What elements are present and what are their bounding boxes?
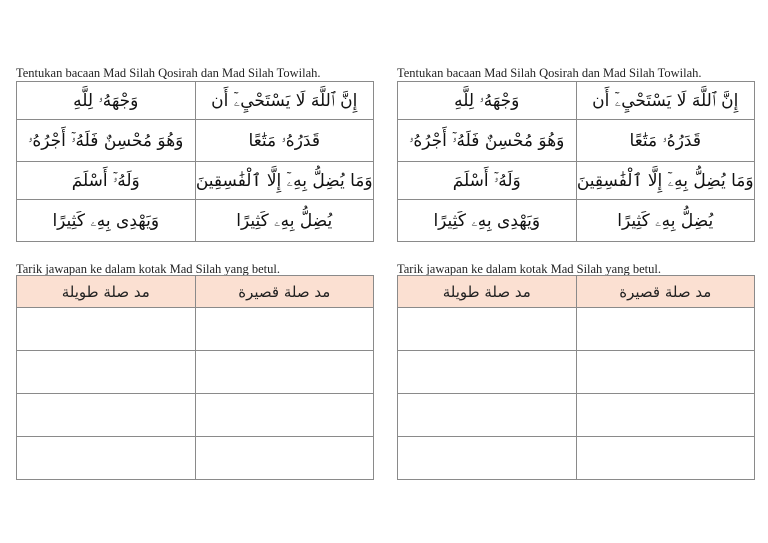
phrases-table <box>16 81 374 242</box>
instruction-drag: Tarik jawapan ke dalam kotak Mad Silah yang betul. <box>16 262 280 276</box>
phrase-cell[interactable]: قَدَرُهُۥ مَتَٰعًا <box>576 120 755 162</box>
phrase-cell[interactable]: وَلَهُۥٓ أَسْلَمَ <box>398 162 577 200</box>
phrases-table <box>397 81 755 242</box>
drop-zone-qosirah[interactable] <box>576 351 755 394</box>
header-mad-silah-towilah: مد صلة طويلة <box>398 276 577 308</box>
drop-zone-towilah[interactable] <box>17 351 196 394</box>
header-mad-silah-towilah: مد صلة طويلة <box>17 276 196 308</box>
drop-zone-qosirah[interactable] <box>195 308 374 351</box>
phrase-cell[interactable]: وَلَهُۥٓ أَسْلَمَ <box>17 162 196 200</box>
phrase-cell[interactable]: وَيَهْدِى بِهِۦ كَثِيرًا <box>17 200 196 242</box>
header-mad-silah-qosirah: مد صلة قصيرة <box>576 276 755 308</box>
phrase-cell[interactable]: وَمَا يُضِلُّ بِهِۦٓ إِلَّا ٱلْفَٰسِقِينَ <box>195 162 374 200</box>
drop-zone-towilah[interactable] <box>17 394 196 437</box>
drop-zone-qosirah[interactable] <box>576 308 755 351</box>
phrase-cell[interactable]: إِنَّ ٱللَّهَ لَا يَسْتَحْيِۦٓ أَن <box>576 82 755 120</box>
instruction-identify: Tentukan bacaan Mad Silah Qosirah dan Mad Silah Towilah. <box>397 66 702 80</box>
phrase-cell[interactable]: وَجْهَهُۥ لِلَّهِ <box>17 82 196 120</box>
phrase-cell[interactable]: إِنَّ ٱللَّهَ لَا يَسْتَحْيِۦٓ أَن <box>195 82 374 120</box>
phrase-cell[interactable]: يُضِلُّ بِهِۦ كَثِيرًا <box>195 200 374 242</box>
phrase-cell[interactable]: وَمَا يُضِلُّ بِهِۦٓ إِلَّا ٱلْفَٰسِقِينَ <box>576 162 755 200</box>
phrase-cell[interactable]: يُضِلُّ بِهِۦ كَثِيرًا <box>576 200 755 242</box>
phrase-cell[interactable]: وَيَهْدِى بِهِۦ كَثِيرًا <box>398 200 577 242</box>
answer-table <box>16 275 374 480</box>
instruction-identify: Tentukan bacaan Mad Silah Qosirah dan Mad Silah Towilah. <box>16 66 321 80</box>
drop-zone-qosirah[interactable] <box>576 394 755 437</box>
drop-zone-qosirah[interactable] <box>195 351 374 394</box>
phrase-cell[interactable]: وَهُوَ مُحْسِنٌ فَلَهُۥٓ أَجْرُهُۥ <box>17 120 196 162</box>
phrase-cell[interactable]: وَجْهَهُۥ لِلَّهِ <box>398 82 577 120</box>
drop-zone-towilah[interactable] <box>17 308 196 351</box>
drop-zone-towilah[interactable] <box>398 351 577 394</box>
drop-zone-towilah[interactable] <box>398 394 577 437</box>
phrase-cell[interactable]: وَهُوَ مُحْسِنٌ فَلَهُۥٓ أَجْرُهُۥ <box>398 120 577 162</box>
header-mad-silah-qosirah: مد صلة قصيرة <box>195 276 374 308</box>
drop-zone-towilah[interactable] <box>398 308 577 351</box>
drop-zone-qosirah[interactable] <box>195 394 374 437</box>
drop-zone-qosirah[interactable] <box>195 437 374 480</box>
drop-zone-towilah[interactable] <box>398 437 577 480</box>
drop-zone-towilah[interactable] <box>17 437 196 480</box>
answer-table <box>397 275 755 480</box>
instruction-drag: Tarik jawapan ke dalam kotak Mad Silah yang betul. <box>397 262 661 276</box>
phrase-cell[interactable]: قَدَرُهُۥ مَتَٰعًا <box>195 120 374 162</box>
drop-zone-qosirah[interactable] <box>576 437 755 480</box>
